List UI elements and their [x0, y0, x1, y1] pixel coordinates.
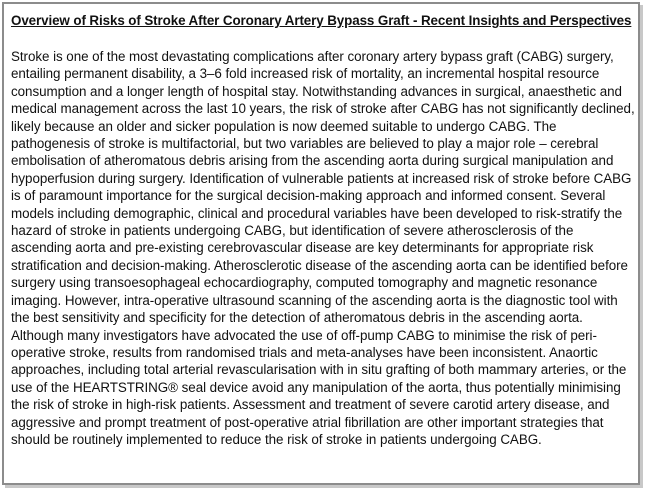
abstract-body: Stroke is one of the most devastating complications after coronary artery bypass graft (CABG) surgery, entailing permanent disability, a 3–6 fold increased risk of mortality, an incremental hospital resource consumption and a longer length of hospital stay. Notwithstanding advances in surgical, anaesthetic and medical management across the last 10 years, the risk of stroke after CABG has not significantly declined, likely because an older and sicker population is now deemed suitable to undergo CABG. The pathogenesis of stroke is multifactorial, but two variables are believed to play a major role – cerebral embolisation of atheromatous debris arising from the ascending aorta during surgical manipulation and hypoperfusion during surgery. Identification of vulnerable patients at increased risk of stroke before CABG is of paramount importance for the surgical decision-making approach and informed consent. Several models including demographic, clinical and procedural variables have been developed to risk-stratify the hazard of stroke in patients undergoing CABG, but identification of severe atherosclerosis of the ascending aorta and pre-existing cerebrovascular disease are key determinants for appropriate risk stratification and decision-making. Atherosclerotic disease of the ascending aorta can be identified before surgery using transoesophageal echocardiography, computed tomography and magnetic resonance imaging. However, intra-operative ultrasound scanning of the ascending aorta is the diagnostic tool with the best sensitivity and specificity for the detection of atheromatous debris in the ascending aorta. Although many investigators have advocated the use of off-pump CABG to minimise the risk of peri-operative stroke, results from randomised trials and meta-analyses have been inconsistent. Anaortic approaches, including total arterial revascularisation with in situ grafting of both mammary arteries, or the use of the HEARTSTRING® seal device avoid any manipulation of the aorta, thus potentially minimising the risk of stroke in high-risk patients. Assessment and treatment of severe carotid artery disease, and aggressive and prompt treatment of post-operative atrial fibrillation are other important strategies that should be routinely implemented to reduce the risk of stroke in patients undergoing CABG.	[11, 49, 635, 447]
abstract-box	[2, 2, 640, 485]
abstract-content	[11, 12, 635, 448]
abstract-title: Overview of Risks of Stroke After Coronary Artery Bypass Graft - Recent Insights and Perspectives	[11, 13, 632, 28]
